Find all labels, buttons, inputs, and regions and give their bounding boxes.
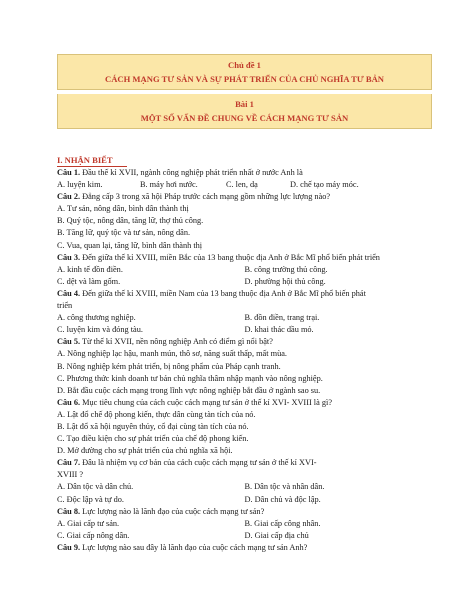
option-c: C. Độc lập và tự do. — [57, 494, 124, 504]
question-text: Lực lượng nào sau đây là lãnh đạo của cuộc cách mạng tư sản Anh? — [80, 542, 308, 552]
question-4 — [57, 288, 432, 300]
question-3 — [57, 252, 432, 264]
options-q7-row2 — [57, 494, 432, 506]
question-9 — [57, 542, 432, 554]
question-8 — [57, 506, 432, 518]
option-a: A. luyện kim. — [57, 180, 103, 190]
option-c: B. Tăng lữ, quý tộc và tư sản, nông dân. — [57, 228, 191, 238]
option-b: B. Giai cấp công nhân. — [244, 518, 321, 528]
question-label: Câu 8. — [57, 506, 81, 516]
option-b: B. Quý tộc, nông dân, tăng lữ, thợ thủ công. — [57, 216, 204, 226]
question-label: Câu 6. — [57, 397, 81, 407]
question-text: Mục tiêu chung của cách cuộc cách mạng tư sản ở thế kỉ XVI- XVIII là gì? — [80, 397, 332, 407]
option-b: B. máy hơi nước. — [140, 180, 198, 190]
question-label: Câu 1. — [57, 168, 81, 177]
option-a: A. công thương nghiệp. — [57, 313, 136, 323]
question-5 — [57, 336, 432, 348]
question-text: Đầu thế kỉ XVII, ngành công nghiệp phát triển nhất ở nước Anh là — [80, 168, 303, 177]
question-label: Câu 2. — [57, 192, 81, 202]
question-6 — [57, 397, 432, 409]
chapter-label: Chủ đề 1 — [228, 60, 261, 70]
section-heading: I. NHẬN BIẾT — [57, 155, 127, 167]
chapter-header — [57, 54, 432, 90]
question-4-continued: triển — [57, 301, 73, 311]
lesson-label: Bài 1 — [235, 99, 254, 109]
question-2 — [57, 191, 432, 203]
option-b: B. Dân tộc và nhân dân. — [244, 482, 325, 492]
lesson-title: MỘT SỐ VẤN ĐỀ CHUNG VỀ CÁCH MẠNG TƯ SẢN — [140, 113, 349, 123]
option-d: D. Dân chủ và độc lập. — [244, 494, 321, 504]
question-text: Đẳng cấp 3 trong xã hội Pháp trước cách mạng gồm những lực lượng nào? — [80, 192, 331, 202]
option-a: A. Dân tộc và dân chủ. — [57, 482, 134, 492]
option-b: B. đồn điền, trang trại. — [244, 313, 320, 323]
option-a: A. Giai cấp tư sản. — [57, 518, 120, 528]
option-b: B. Lật đổ xã hội nguyên thủy, cổ đại cùng tàn tích của nó. — [57, 421, 249, 431]
question-text: Lực lượng nào là lãnh đạo của cuộc cách mạng tư sản? — [80, 506, 265, 516]
option-a: A. Nông nghiệp lạc hậu, manh mún, thô sơ, năng suất thấp, mất mùa. — [57, 349, 287, 359]
option-b: B. Nông nghiệp kém phát triển, bị nông phẩm của Pháp cạnh tranh. — [57, 361, 281, 371]
question-label: Câu 3. — [57, 252, 81, 262]
option-c: C. Giai cấp nông dân. — [57, 530, 130, 540]
question-text: Đến giữa thế kỉ XVIII, miền Nam của 13 bang thuộc địa Anh ở Bắc Mĩ phổ biến phát — [80, 288, 366, 298]
option-d: D. Mở đường cho sự phát triển của chủ nghĩa xã hội. — [57, 446, 233, 456]
option-c: C. Phương thức kinh doanh tư bản chủ nghĩa thâm nhập mạnh vào nông nghiệp. — [57, 373, 323, 383]
question-text: Đâu là nhiệm vụ cơ bản của cách cuộc cách mạng tư sản ở thế kỉ XVI- — [80, 458, 317, 468]
option-c: C. len, dạ — [226, 180, 258, 190]
question-label: Câu 4. — [57, 288, 81, 298]
options-q3-row2 — [57, 276, 432, 288]
option-d: D. Bắt đầu cuộc cách mạng trong lĩnh vực nông nghiệp bắt đầu ở ngành sao su. — [57, 385, 321, 395]
option-d: D. khai thác dầu mỏ. — [244, 325, 314, 335]
question-label: Câu 7. — [57, 458, 81, 468]
options-q1 — [57, 179, 432, 191]
options-q8-row2 — [57, 530, 432, 542]
option-c: C. dệt và làm gốm. — [57, 276, 121, 286]
option-d: D. Giai cấp địa chủ — [244, 530, 309, 540]
options-q3-row1 — [57, 264, 432, 276]
question-1 — [57, 167, 432, 179]
option-a: A. Lật đổ chế độ phong kiến, thực dân cùng tàn tích của nó. — [57, 409, 256, 419]
question-7-continued: XVIII ? — [57, 470, 84, 480]
option-a: A. Tư sản, nông dân, bình dân thành thị — [57, 204, 189, 214]
question-label: Câu 5. — [57, 337, 81, 347]
question-7 — [57, 457, 432, 469]
chapter-title: CÁCH MẠNG TƯ SẢN VÀ SỰ PHÁT TRIỂN CỦA CHỦ NGHĨA TƯ BẢN — [104, 74, 384, 84]
options-q8-row1 — [57, 518, 432, 530]
option-a: A. kinh tế đồn điền. — [57, 264, 123, 274]
option-d: D. phường hội thủ công. — [244, 276, 326, 286]
option-d: C. Vua, quan lại, tăng lữ, bình dân thành thị — [57, 240, 203, 250]
options-q4-row2 — [57, 324, 432, 336]
question-list — [57, 167, 432, 554]
option-c: C. Tạo điều kiện cho sự phát triển của chế độ phong kiến. — [57, 434, 249, 444]
question-text: Đến giữa thế kỉ XVIII, miền Bắc của 13 bang thuộc địa Anh ở Bắc Mĩ phổ biến phát triển — [80, 252, 380, 262]
option-c: C. luyện kim và đóng tàu. — [57, 325, 143, 335]
option-b: B. công trường thủ công. — [244, 264, 328, 274]
lesson-header — [57, 94, 432, 129]
option-d: D. chế tạo máy móc. — [290, 180, 359, 190]
options-q7-row1 — [57, 481, 432, 493]
options-q4-row1 — [57, 312, 432, 324]
question-text: Từ thế kỉ XVII, nền nông nghiệp Anh có điểm gì nổi bật? — [80, 337, 273, 347]
question-label: Câu 9. — [57, 542, 81, 552]
